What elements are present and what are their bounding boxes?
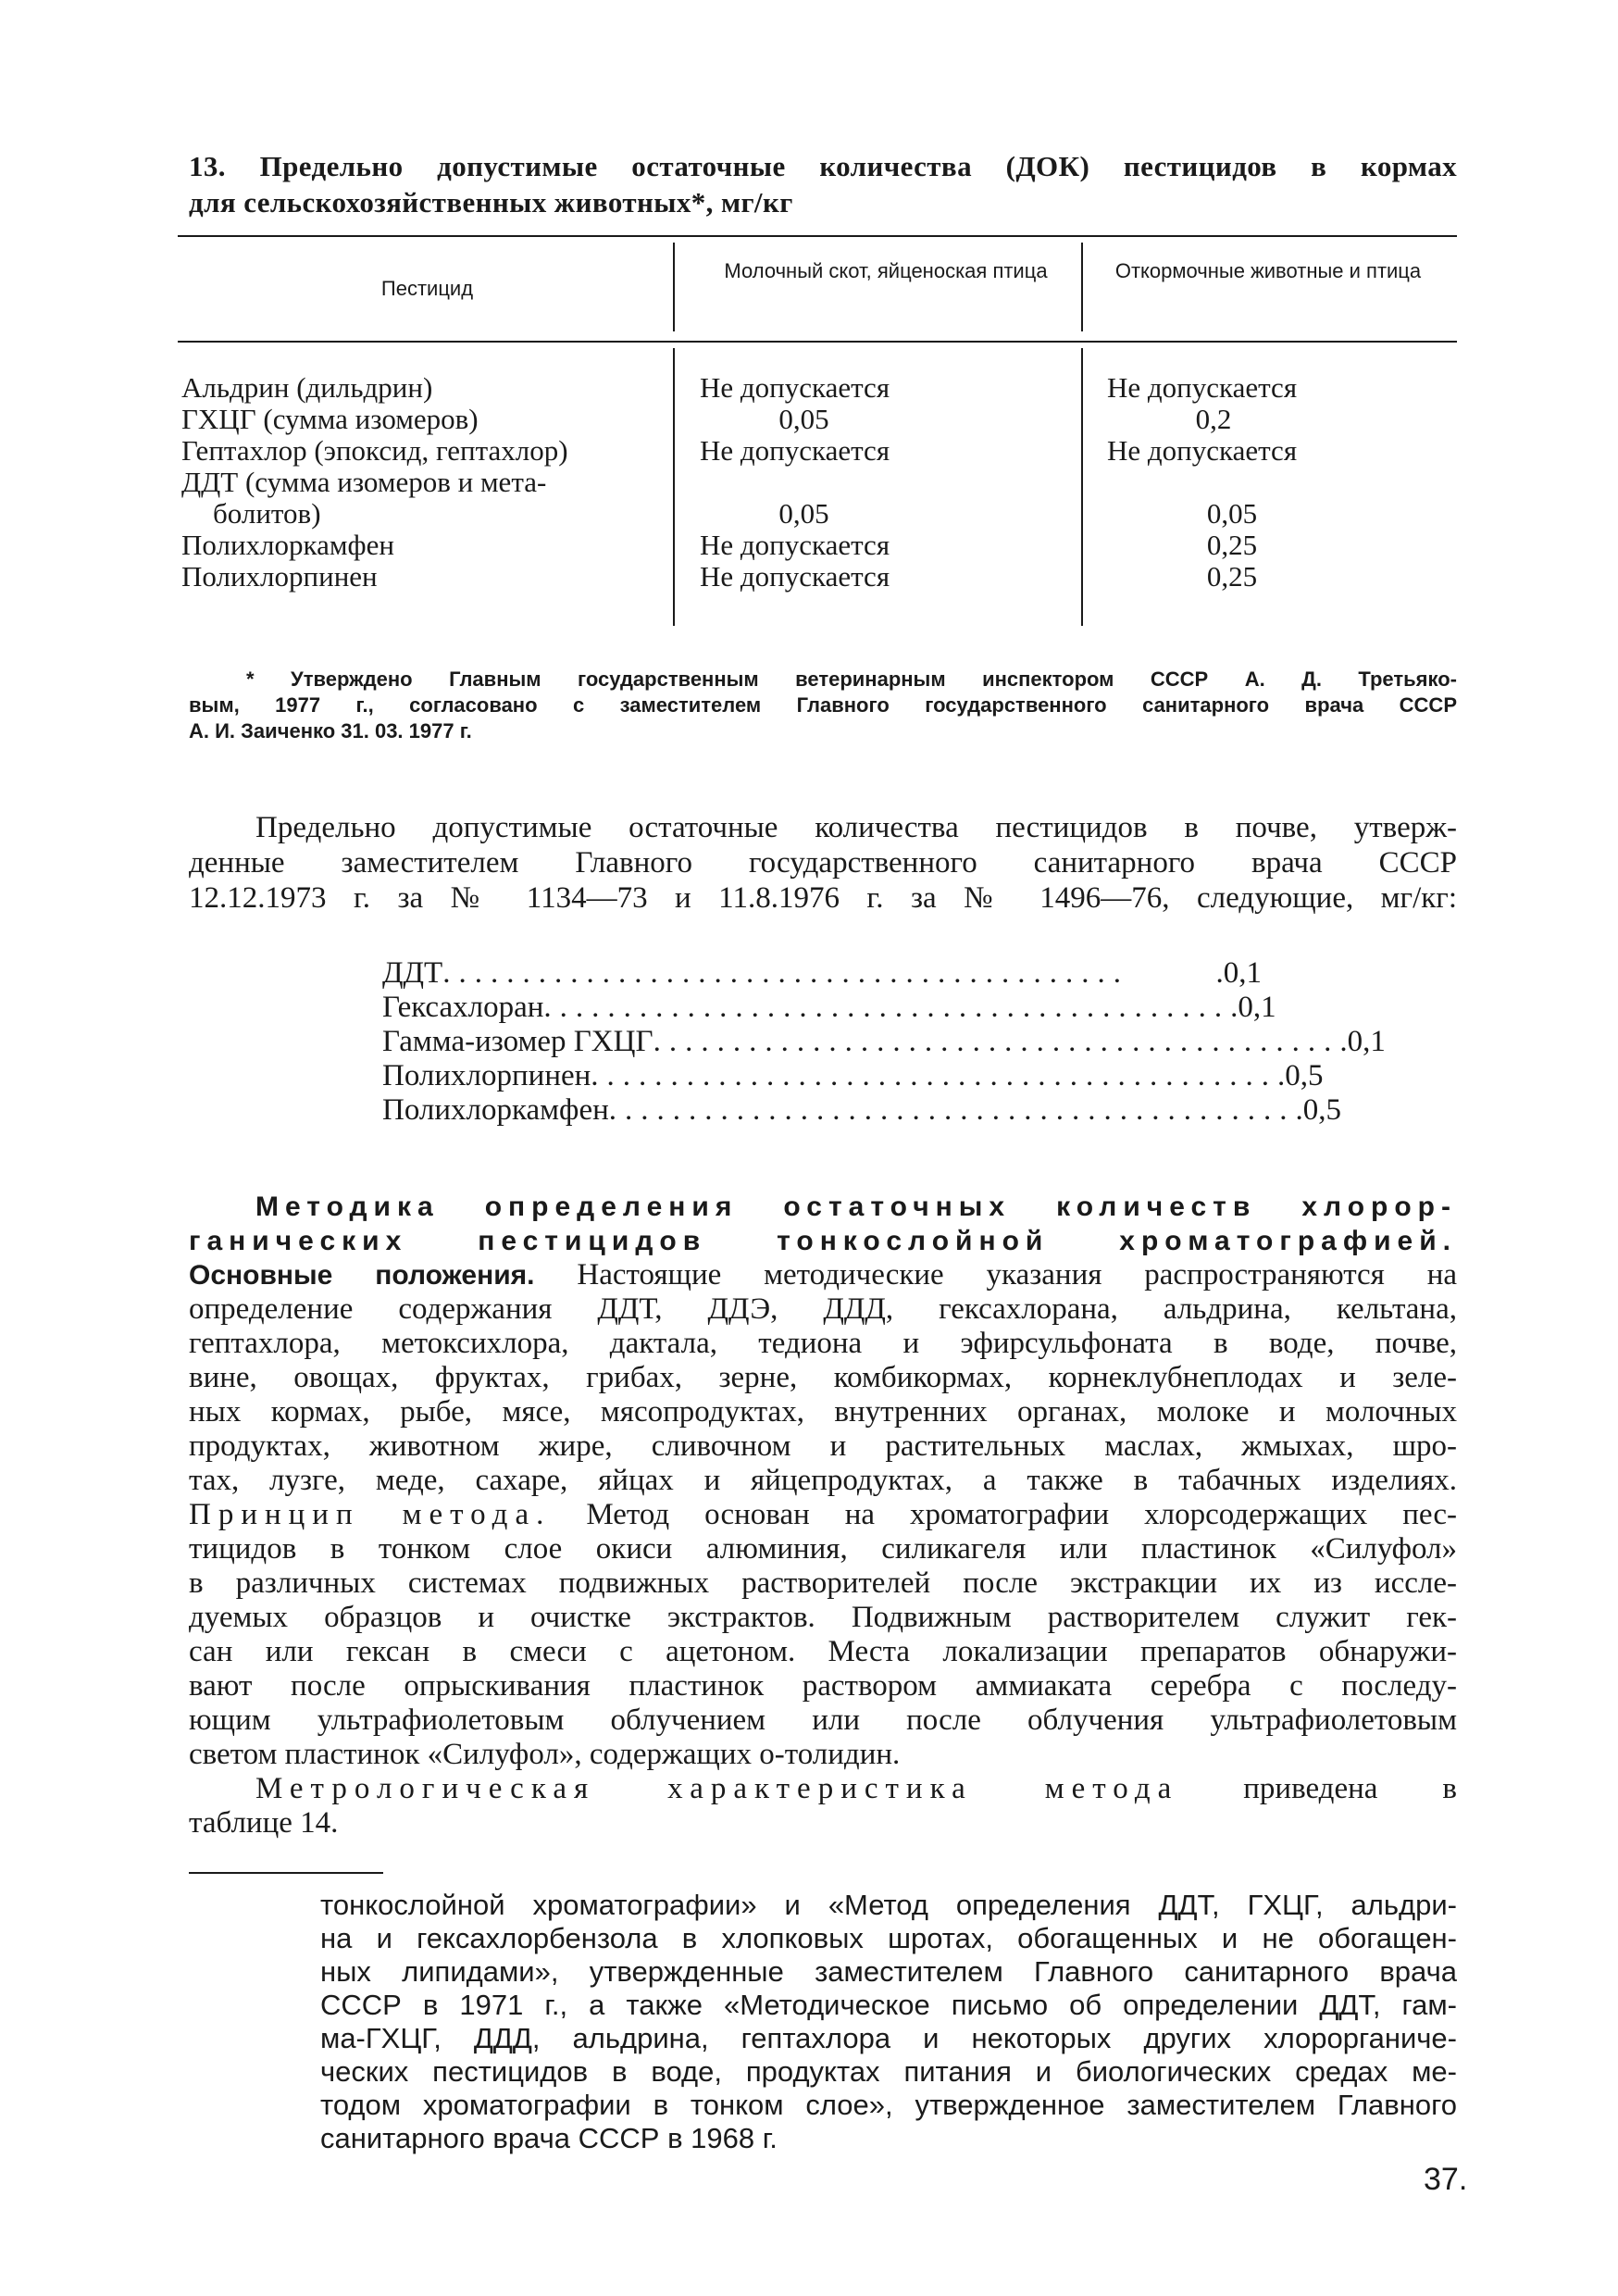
page-number: 37. bbox=[1424, 2162, 1468, 2197]
paragraph-line: денные заместителем Главного государственного санитарного врача СССР bbox=[189, 846, 1457, 880]
footnote-line: на и гексахлорбензола в хлопковых шротах, обогащенных и не обогащен- bbox=[320, 1922, 1457, 1954]
dot-leader: ........................................... bbox=[543, 991, 1231, 1024]
method-section bbox=[189, 1190, 1457, 1841]
list-item bbox=[382, 991, 1276, 1025]
method-body-line: продуктах, животном жире, сливочном и растительных маслах, жмыхах, шро- bbox=[189, 1429, 1457, 1463]
table-cell-fattening: Не допускается bbox=[1107, 371, 1298, 404]
method-principle-line: Принцип метода. Метод основан на хроматографии хлорсодержащих пес- bbox=[189, 1498, 1457, 1531]
limit-value: .0,5 bbox=[1277, 1059, 1324, 1092]
table-cell-fattening: 0,2 bbox=[1195, 403, 1232, 435]
footnote-line: тонкослойной хроматографии» и «Метод определения ДДТ, ГХЦГ, альдри- bbox=[320, 1889, 1457, 1921]
table-column-divider bbox=[1081, 348, 1083, 626]
column-header-dairy: Молочный скот, яйценоская птица bbox=[724, 259, 1048, 282]
table-cell-pesticide: ДДТ (сумма изомеров и мета- bbox=[181, 466, 547, 498]
table-cell-pesticide: Гептахлор (эпоксид, гептахлор) bbox=[181, 434, 568, 467]
limit-name: Гексахлоран bbox=[382, 991, 544, 1024]
footnote-line: ма-ГХЦГ, ДДД, альдрина, гептахлора и некоторых других хлорорганиче- bbox=[320, 2022, 1457, 2054]
soil-limits-list bbox=[382, 956, 1386, 1128]
footnote-line: СССР в 1971 г., а также «Методическое письмо об определении ДДТ, гам- bbox=[320, 1989, 1457, 2021]
table-cell-fattening: 0,05 bbox=[1206, 497, 1258, 530]
table-column-divider bbox=[673, 243, 675, 331]
column-header-fattening: Откормочные животные и птица bbox=[1114, 259, 1422, 282]
limit-name: Полихлорпинен bbox=[382, 1059, 591, 1092]
table-cell-fattening: 0,25 bbox=[1206, 560, 1258, 593]
limit-value: .0,1 bbox=[1230, 991, 1276, 1024]
dot-leader: ........................................... bbox=[591, 1059, 1278, 1092]
table-cell-dairy: Не допускается bbox=[700, 434, 890, 467]
dot-leader: ........................................... bbox=[608, 1093, 1296, 1127]
table-cell-dairy: Не допускается bbox=[700, 560, 890, 593]
dot-leader: ........................................... bbox=[442, 956, 1129, 990]
limit-name: Полихлоркамфен bbox=[382, 1093, 609, 1127]
metrology-label: Метрологическая характеристика метода bbox=[255, 1772, 1179, 1805]
method-body-line: дуемых образцов и очистке экстрактов. Подвижным растворителем служит гек- bbox=[189, 1601, 1457, 1634]
method-metrology-line: Метрологическая характеристика метода приведена в bbox=[255, 1772, 1458, 1805]
soil-paragraph bbox=[189, 810, 1457, 916]
footnote-line: тодом хроматографии в тонком слое», утвержденное заместителем Главного bbox=[320, 2089, 1457, 2121]
dot-leader: ........................................... bbox=[653, 1025, 1340, 1058]
footnote-line: санитарного врача СССР в 1968 г. bbox=[320, 2122, 778, 2154]
list-item bbox=[382, 1093, 1341, 1128]
method-body-line: вине, овощах, фруктах, грибах, зерне, комбикормах, корнеклубнеплодах и зеле- bbox=[189, 1361, 1457, 1394]
table-cell-pesticide: Полихлорпинен bbox=[181, 560, 378, 593]
table-header-rule bbox=[178, 341, 1457, 343]
limit-value: .0,5 bbox=[1295, 1093, 1341, 1127]
footnote-line: А. И. Заиченко 31. 03. 1977 г. bbox=[189, 719, 472, 742]
principle-label: Принцип метода. bbox=[189, 1498, 552, 1531]
table-cell-pesticide: ГХЦГ (сумма изомеров) bbox=[181, 403, 479, 435]
continued-footnote bbox=[320, 1889, 1457, 2155]
paragraph-line: 12.12.1973 г. за № 1134—73 и 11.8.1976 г. за № 1496—76, следующие, мг/кг: bbox=[189, 881, 1457, 915]
basics-label: Основные положения. bbox=[189, 1260, 535, 1291]
table-cell-pesticide: болитов) bbox=[213, 497, 321, 530]
table-top-rule bbox=[178, 235, 1457, 237]
list-item bbox=[382, 1025, 1386, 1059]
method-body-line: ных кормах, рыбе, мясе, мясопродуктах, внутренних органах, молоке и молочных bbox=[189, 1395, 1457, 1429]
method-body-line: ющим ультрафиолетовым облучением или после облучения ультрафиолетовым bbox=[189, 1703, 1457, 1737]
paragraph-line: Предельно допустимые остаточные количества пестицидов в почве, утверж- bbox=[255, 811, 1457, 844]
limit-value: .0,1 bbox=[1215, 956, 1262, 990]
column-header-pesticide: Пестицид bbox=[380, 277, 474, 300]
table-cell-dairy: 0,05 bbox=[778, 403, 829, 435]
table-cell-pesticide: Альдрин (дильдрин) bbox=[181, 371, 433, 404]
footnote-line: * Утверждено Главным государственным ветеринарным инспектором СССР А. Д. Третьяко- bbox=[246, 668, 1457, 691]
table-cell-dairy: Не допускается bbox=[700, 371, 890, 404]
table-column-divider bbox=[1081, 243, 1083, 331]
method-basics-line: Основные положения. Настоящие методические указания распространяются на bbox=[189, 1258, 1458, 1292]
method-body-line: светом пластинок «Силуфол», содержащих о-толидин. bbox=[189, 1738, 901, 1771]
table-title-line: 13. Предельно допустимые остаточные количества (ДОК) пестицидов в кормах bbox=[189, 150, 1457, 182]
footnote-separator bbox=[189, 1872, 383, 1874]
table-footnote bbox=[189, 667, 1457, 744]
method-body-line: тах, лузге, меде, сахаре, яйцах и яйцепродуктах, а также в табачных изделиях. bbox=[189, 1464, 1457, 1497]
method-body-line: вают после опрыскивания пластинок раствором аммиаката серебра с последу- bbox=[189, 1669, 1457, 1703]
list-item bbox=[382, 1059, 1324, 1093]
table-title bbox=[189, 148, 1457, 220]
table-cell-dairy: Не допускается bbox=[700, 529, 890, 561]
table-cell-fattening: Не допускается bbox=[1107, 434, 1298, 467]
method-heading: ганических пестицидов тонкослойной хроматографией. bbox=[189, 1226, 1457, 1256]
list-item bbox=[382, 956, 1262, 991]
footnote-line: вым, 1977 г., согласовано с заместителем Главного государственного санитарного врача СССР bbox=[189, 693, 1457, 717]
limit-name: Гамма-изомер ГХЦГ bbox=[382, 1025, 653, 1058]
method-body-line: в различных системах подвижных растворителей после экстракции их из иссле- bbox=[189, 1566, 1457, 1600]
limit-name: ДДТ bbox=[382, 956, 443, 990]
table-title-line: для сельскохозяйственных животных*, мг/кг bbox=[189, 186, 793, 218]
method-body-line: гептахлора, метоксихлора, дактала, тедиона и эфирсульфоната в воде, почве, bbox=[189, 1327, 1457, 1360]
table-column-divider bbox=[673, 348, 675, 626]
table-cell-dairy: 0,05 bbox=[778, 497, 829, 530]
method-body-line: сан или гексан в смеси с ацетоном. Места локализации препаратов обнаружи- bbox=[189, 1635, 1457, 1668]
method-body-line: тицидов в тонком слое окиси алюминия, силикагеля или пластинок «Силуфол» bbox=[189, 1532, 1457, 1566]
table-cell-fattening: 0,25 bbox=[1206, 529, 1258, 561]
limit-value: .0,1 bbox=[1339, 1025, 1386, 1058]
footnote-line: ческих пестицидов в воде, продуктах питания и биологических средах ме- bbox=[320, 2055, 1457, 2088]
method-body-line: таблице 14. bbox=[189, 1806, 339, 1840]
method-body-line: определение содержания ДДТ, ДДЭ, ДДД, гексахлорана, альдрина, кельтана, bbox=[189, 1292, 1457, 1326]
footnote-line: ных липидами», утвержденные заместителем Главного санитарного врача bbox=[320, 1955, 1457, 1988]
method-heading: Методика определения остаточных количеств хлорор- bbox=[255, 1192, 1457, 1222]
table-cell-pesticide: Полихлоркамфен bbox=[181, 529, 394, 561]
